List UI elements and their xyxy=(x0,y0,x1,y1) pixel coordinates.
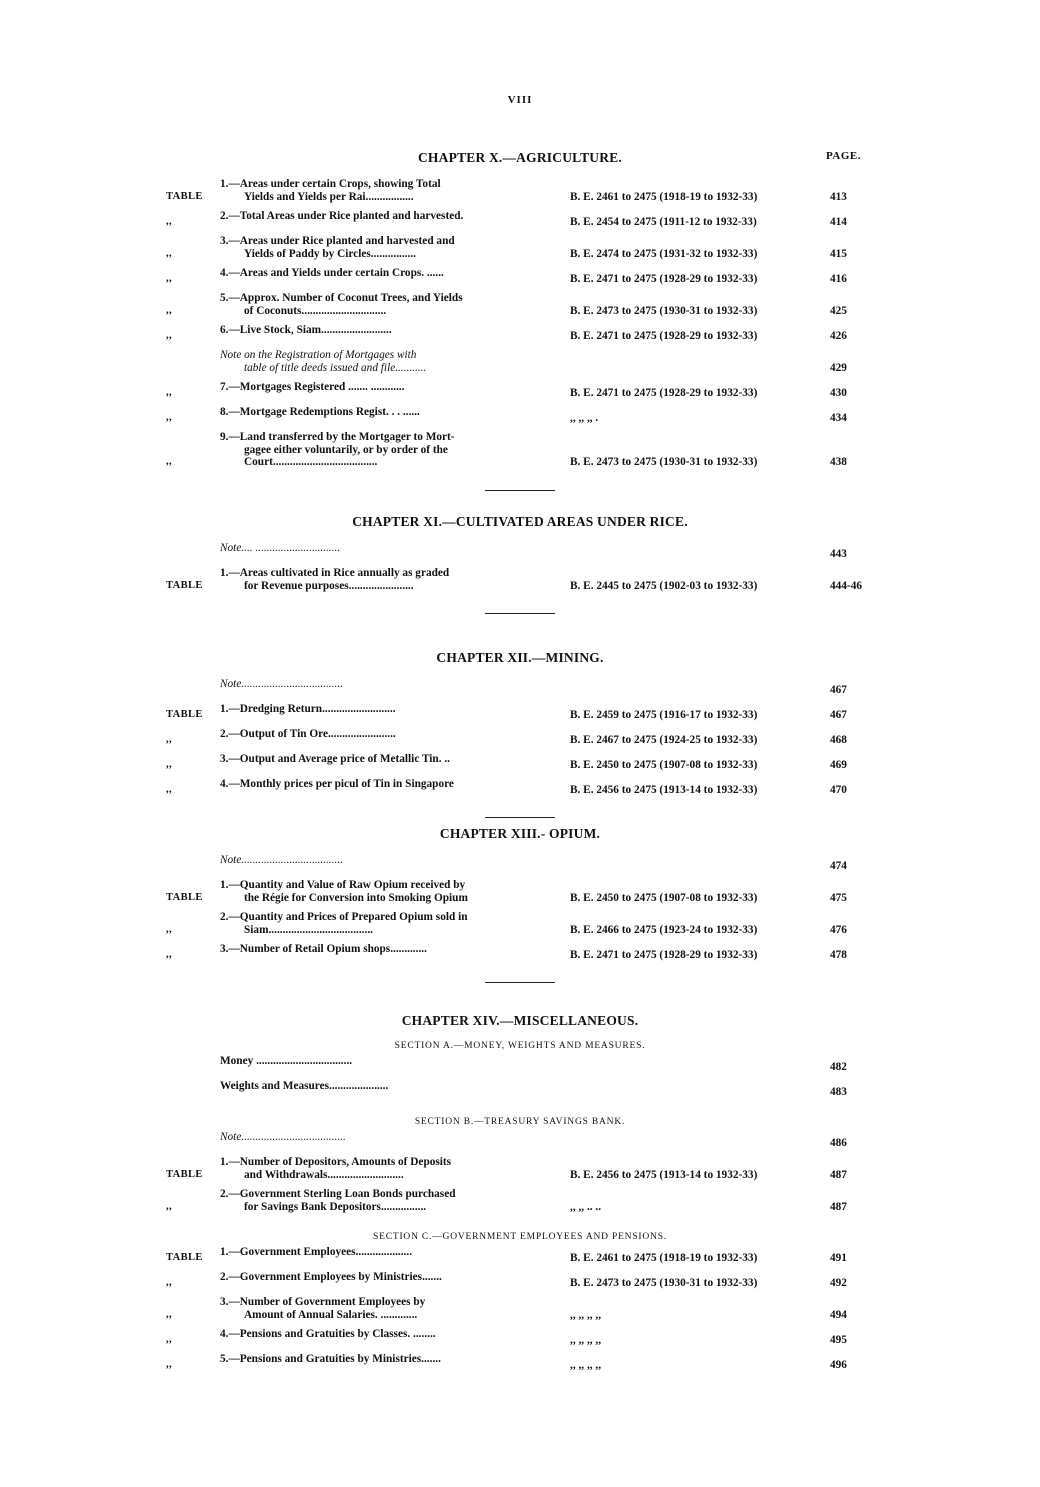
page-ref: 495 xyxy=(830,1333,847,1346)
year-range: B. E. 2471 to 2475 (1928-29 to 1932-33) xyxy=(570,329,758,342)
page-ref: 474 xyxy=(830,859,847,872)
entry-title-line: 8.—Mortgage Redemptions Regist. . . ...... xyxy=(220,406,420,418)
entry-title xyxy=(220,678,530,691)
year-range: B. E. 2454 to 2475 (1911-12 to 1932-33) xyxy=(570,215,757,228)
entry-title-line: Note.................................... xyxy=(220,854,344,866)
table-entry-row xyxy=(0,542,1040,560)
year-range: ,, ,, ,, ,, xyxy=(570,1333,602,1346)
table-entry-row xyxy=(0,703,1040,721)
page-ref: 468 xyxy=(830,733,847,746)
entry-title xyxy=(220,210,530,223)
page-ref: 470 xyxy=(830,783,847,796)
entry-title-line: 7.—Mortgages Registered ....... ............ xyxy=(220,381,405,393)
entry-title xyxy=(220,1353,530,1366)
entry-title xyxy=(220,1188,530,1213)
chapter-header xyxy=(0,514,1040,536)
entry-title-line: 5.—Pensions and Gratuities by Ministries....... xyxy=(220,1353,441,1365)
entry-title xyxy=(220,1246,530,1259)
year-range: B. E. 2471 to 2475 (1928-29 to 1932-33) xyxy=(570,948,758,961)
page-ref: 429 xyxy=(830,361,847,374)
entry-title xyxy=(220,911,530,936)
chapter-section xyxy=(0,650,1040,818)
table-entry-row xyxy=(0,406,1040,424)
page-column-header: PAGE. xyxy=(826,150,861,162)
table-entry-row xyxy=(0,678,1040,696)
year-range: B. E. 2450 to 2475 (1907-08 to 1932-33) xyxy=(570,758,758,771)
entry-title xyxy=(220,1080,530,1093)
entry-title-line: 1.—Quantity and Value of Raw Opium received by xyxy=(220,879,466,891)
page-ref: 492 xyxy=(830,1276,847,1289)
entry-title-continuation: of Coconuts.............................. xyxy=(244,304,387,317)
entry-title xyxy=(220,1271,530,1284)
chapter-section xyxy=(0,1013,1040,1384)
chapter-section xyxy=(0,514,1040,614)
page-ref: 414 xyxy=(830,215,847,228)
page-ref: 487 xyxy=(830,1200,847,1213)
chapter-divider xyxy=(485,817,555,818)
year-range: ,, ,, ,, ,, xyxy=(570,1358,602,1371)
entry-title-line: 4.—Areas and Yields under certain Crops. ...... xyxy=(220,267,444,279)
table-entry-row xyxy=(0,1246,1040,1264)
table-entry-row xyxy=(0,267,1040,285)
entry-title xyxy=(220,943,530,956)
table-entry-row xyxy=(0,854,1040,872)
table-entry-row xyxy=(0,210,1040,228)
table-label: ,, xyxy=(166,1358,173,1370)
chapter-title: CHAPTER XIII.- OPIUM. xyxy=(439,826,601,841)
table-entry-row xyxy=(0,1131,1040,1149)
entry-title-line: 3.—Output and Average price of Metallic Tin. .. xyxy=(220,753,451,765)
year-range: B. E. 2461 to 2475 (1918-19 to 1932-33) xyxy=(570,1251,758,1264)
entry-title-line: 2.—Total Areas under Rice planted and harvested. xyxy=(220,210,464,222)
page-ref: 487 xyxy=(830,1168,847,1181)
entry-title xyxy=(220,778,530,791)
table-entry-row xyxy=(0,324,1040,342)
entry-title-line: 2.—Quantity and Prices of Prepared Opium sold in xyxy=(220,911,468,923)
table-label: TABLE xyxy=(166,190,203,202)
year-range: B. E. 2456 to 2475 (1913-14 to 1932-33) xyxy=(570,783,758,796)
chapter-divider xyxy=(485,613,555,614)
page-ref: 482 xyxy=(830,1060,847,1073)
entry-title xyxy=(220,381,530,394)
table-entry-row xyxy=(0,1353,1040,1371)
entry-title xyxy=(220,1131,530,1144)
year-range: ,, ,, ,, ,, xyxy=(570,1308,602,1321)
page-ref: 413 xyxy=(830,190,847,203)
entry-title xyxy=(220,1296,530,1321)
page-ref: 491 xyxy=(830,1251,847,1264)
table-label: ,, xyxy=(166,1200,173,1212)
section-subtitle: SECTION A.—MONEY, WEIGHTS AND MEASURES. xyxy=(394,1041,646,1051)
chapter-title: CHAPTER XIV.—MISCELLANEOUS. xyxy=(401,1013,639,1028)
table-entry-row xyxy=(0,879,1040,904)
page-ref: 426 xyxy=(830,329,847,342)
table-label: ,, xyxy=(166,758,173,770)
page-ref: 483 xyxy=(830,1085,847,1098)
chapter-divider xyxy=(485,982,555,983)
chapter-header xyxy=(0,826,1040,848)
entry-title-line: 2.—Government Employees by Ministries....... xyxy=(220,1271,442,1283)
entry-title-continuation: Yields and Yields per Rai................. xyxy=(244,190,414,203)
table-label: ,, xyxy=(166,1333,173,1345)
table-label: ,, xyxy=(166,1308,173,1320)
year-range: ,, ,, .. .. xyxy=(570,1200,602,1213)
chapter-divider xyxy=(485,490,555,491)
year-range: B. E. 2473 to 2475 (1930-31 to 1932-33) xyxy=(570,304,758,317)
entry-title xyxy=(220,1156,530,1181)
table-label: ,, xyxy=(166,923,173,935)
page-ref: 425 xyxy=(830,304,847,317)
year-range: B. E. 2445 to 2475 (1902-03 to 1932-33) xyxy=(570,579,758,592)
table-entry-row xyxy=(0,567,1040,592)
entry-title-line: Money .................................. xyxy=(220,1055,353,1067)
year-range: B. E. 2466 to 2475 (1923-24 to 1932-33) xyxy=(570,923,758,936)
chapter-title: CHAPTER XII.—MINING. xyxy=(436,650,604,665)
table-entry-row xyxy=(0,431,1040,469)
table-label: TABLE xyxy=(166,891,203,903)
table-label: ,, xyxy=(166,329,173,341)
entry-title-continuation: and Withdrawals........................... xyxy=(244,1168,404,1181)
table-entry-row xyxy=(0,753,1040,771)
entry-title xyxy=(220,235,530,260)
table-label: ,, xyxy=(166,1276,173,1288)
table-label: ,, xyxy=(166,247,173,259)
chapter-title: CHAPTER X.—AGRICULTURE. xyxy=(417,150,622,165)
page-ref: 467 xyxy=(830,708,847,721)
table-label: ,, xyxy=(166,948,173,960)
table-entry-row xyxy=(0,381,1040,399)
table-label: ,, xyxy=(166,783,173,795)
year-range: B. E. 2461 to 2475 (1918-19 to 1932-33) xyxy=(570,190,758,203)
year-range: B. E. 2467 to 2475 (1924-25 to 1932-33) xyxy=(570,733,758,746)
entry-title-line: 1.—Areas cultivated in Rice annually as graded xyxy=(220,567,450,579)
year-range: B. E. 2474 to 2475 (1931-32 to 1932-33) xyxy=(570,247,758,260)
table-entry-row xyxy=(0,778,1040,796)
entry-title-line: 3.—Number of Retail Opium shops............. xyxy=(220,943,427,955)
section-subtitle: SECTION B.—TREASURY SAVINGS BANK. xyxy=(414,1117,626,1127)
table-entry-row xyxy=(0,1188,1040,1213)
entry-title-line: 4.—Monthly prices per picul of Tin in Singapore xyxy=(220,778,454,790)
entry-title-line: Note.................................... xyxy=(220,678,344,690)
page-ref: 469 xyxy=(830,758,847,771)
entry-title xyxy=(220,431,530,469)
section-subtitle: SECTION C.—GOVERNMENT EMPLOYEES AND PENSIONS. xyxy=(373,1232,667,1242)
page-ref: 415 xyxy=(830,247,847,260)
entry-title-line: Note..................................... xyxy=(220,1131,346,1143)
entry-title-continuation: table of title deeds issued and file........... xyxy=(244,361,427,374)
table-entry-row xyxy=(0,943,1040,961)
table-entry-row xyxy=(0,292,1040,317)
entry-title-line: 9.—Land transferred by the Mortgager to Mort- xyxy=(220,431,455,443)
entry-title-line: 5.—Approx. Number of Coconut Trees, and Yields xyxy=(220,292,463,304)
table-label: ,, xyxy=(166,304,173,316)
year-range: B. E. 2459 to 2475 (1916-17 to 1932-33) xyxy=(570,708,758,721)
entry-title-line: 1.—Government Employees.................... xyxy=(220,1246,413,1258)
table-entry-row xyxy=(0,178,1040,203)
page-ref: 476 xyxy=(830,923,847,936)
page-ref: 416 xyxy=(830,272,847,285)
table-label: TABLE xyxy=(166,579,203,591)
page-ref: 438 xyxy=(830,456,847,468)
entry-title-line: 6.—Live Stock, Siam......................... xyxy=(220,324,392,336)
entry-title-continuation: for Revenue purposes....................... xyxy=(244,579,414,592)
chapter-title: CHAPTER XI.—CULTIVATED AREAS UNDER RICE. xyxy=(352,514,688,529)
table-label: TABLE xyxy=(166,708,203,720)
entry-title-line: Note on the Registration of Mortgages with xyxy=(220,349,417,361)
entry-title xyxy=(220,267,530,280)
year-range: ,, ,, ,, . xyxy=(570,411,599,424)
table-label: ,, xyxy=(166,411,173,423)
entry-title xyxy=(220,406,530,419)
entry-title-continuation: Amount of Annual Salaries. ............. xyxy=(244,1308,418,1321)
entry-title-line: 3.—Areas under Rice planted and harvested and xyxy=(220,235,455,247)
table-label: ,, xyxy=(166,386,173,398)
chapter-header xyxy=(0,650,1040,672)
table-label: TABLE xyxy=(166,1168,203,1180)
table-entry-row xyxy=(0,1296,1040,1321)
entry-title-line: Note.... .............................. xyxy=(220,542,341,554)
entry-title-line: Weights and Measures..................... xyxy=(220,1080,389,1092)
year-range: B. E. 2473 to 2475 (1930-31 to 1932-33) xyxy=(570,456,758,468)
entry-title-line: 1.—Dredging Return.......................... xyxy=(220,703,396,715)
year-range: B. E. 2471 to 2475 (1928-29 to 1932-33) xyxy=(570,386,758,399)
entry-title xyxy=(220,728,530,741)
table-entry-row xyxy=(0,1271,1040,1289)
entry-title xyxy=(220,292,530,317)
table-entry-row xyxy=(0,349,1040,374)
entry-title xyxy=(220,703,530,716)
entry-title xyxy=(220,879,530,904)
table-entry-row xyxy=(0,911,1040,936)
entry-title-line: 1.—Areas under certain Crops, showing Total xyxy=(220,178,441,190)
table-entry-row xyxy=(0,1328,1040,1346)
entry-title xyxy=(220,753,530,766)
table-label: ,, xyxy=(166,733,173,745)
table-entry-row xyxy=(0,235,1040,260)
table-entry-row xyxy=(0,728,1040,746)
year-range: B. E. 2471 to 2475 (1928-29 to 1932-33) xyxy=(570,272,758,285)
table-entry-row xyxy=(0,1156,1040,1181)
year-range: B. E. 2456 to 2475 (1913-14 to 1932-33) xyxy=(570,1168,758,1181)
year-range: B. E. 2473 to 2475 (1930-31 to 1932-33) xyxy=(570,1276,758,1289)
entry-title-line: 2.—Output of Tin Ore........................ xyxy=(220,728,396,740)
entry-title-continuation: Siam..................................... xyxy=(244,923,373,936)
entry-title-continuation: Yields of Paddy by Circles................ xyxy=(244,247,416,260)
table-entry-row xyxy=(0,1055,1040,1073)
entry-title-continuation: the Régie for Conversion into Smoking Opium xyxy=(244,891,468,904)
chapter-header xyxy=(0,1013,1040,1035)
entry-title-line: 4.—Pensions and Gratuities by Classes. ........ xyxy=(220,1328,436,1340)
entry-title xyxy=(220,567,530,592)
page-ref: 430 xyxy=(830,386,847,399)
page-ref: 444-46 xyxy=(830,579,863,592)
table-entry-row xyxy=(0,1080,1040,1098)
page-ref: 494 xyxy=(830,1308,847,1321)
chapter-section xyxy=(0,826,1040,983)
year-range: B. E. 2450 to 2475 (1907-08 to 1932-33) xyxy=(570,891,758,904)
page-ref: 496 xyxy=(830,1358,847,1371)
table-label: TABLE xyxy=(166,1251,203,1263)
chapter-header xyxy=(0,150,1040,172)
entry-title xyxy=(220,542,530,555)
page-ref: 478 xyxy=(830,948,847,961)
table-label: ,, xyxy=(166,215,173,227)
table-label: ,, xyxy=(166,456,173,467)
entry-title xyxy=(220,854,530,867)
chapter-section xyxy=(0,150,1040,491)
entry-title-continuation: gagee either voluntarily, or by order of the Court..................................... xyxy=(244,443,448,468)
page-number: VIII xyxy=(507,94,533,106)
table-label: ,, xyxy=(166,272,173,284)
entry-title-line: 1.—Number of Depositors, Amounts of Deposits xyxy=(220,1156,452,1168)
entry-title xyxy=(220,349,530,374)
page-ref: 443 xyxy=(830,547,847,560)
page-ref: 467 xyxy=(830,683,847,696)
entry-title xyxy=(220,324,530,337)
entry-title xyxy=(220,178,530,203)
entry-title xyxy=(220,1328,530,1341)
entry-title-line: 2.—Government Sterling Loan Bonds purchased xyxy=(220,1188,456,1200)
page-ref: 475 xyxy=(830,891,847,904)
page-ref: 434 xyxy=(830,411,847,424)
entry-title-line: 3.—Number of Government Employees by xyxy=(220,1296,426,1308)
entry-title-continuation: for Savings Bank Depositors................ xyxy=(244,1200,427,1213)
page-ref: 486 xyxy=(830,1136,847,1149)
entry-title xyxy=(220,1055,530,1068)
